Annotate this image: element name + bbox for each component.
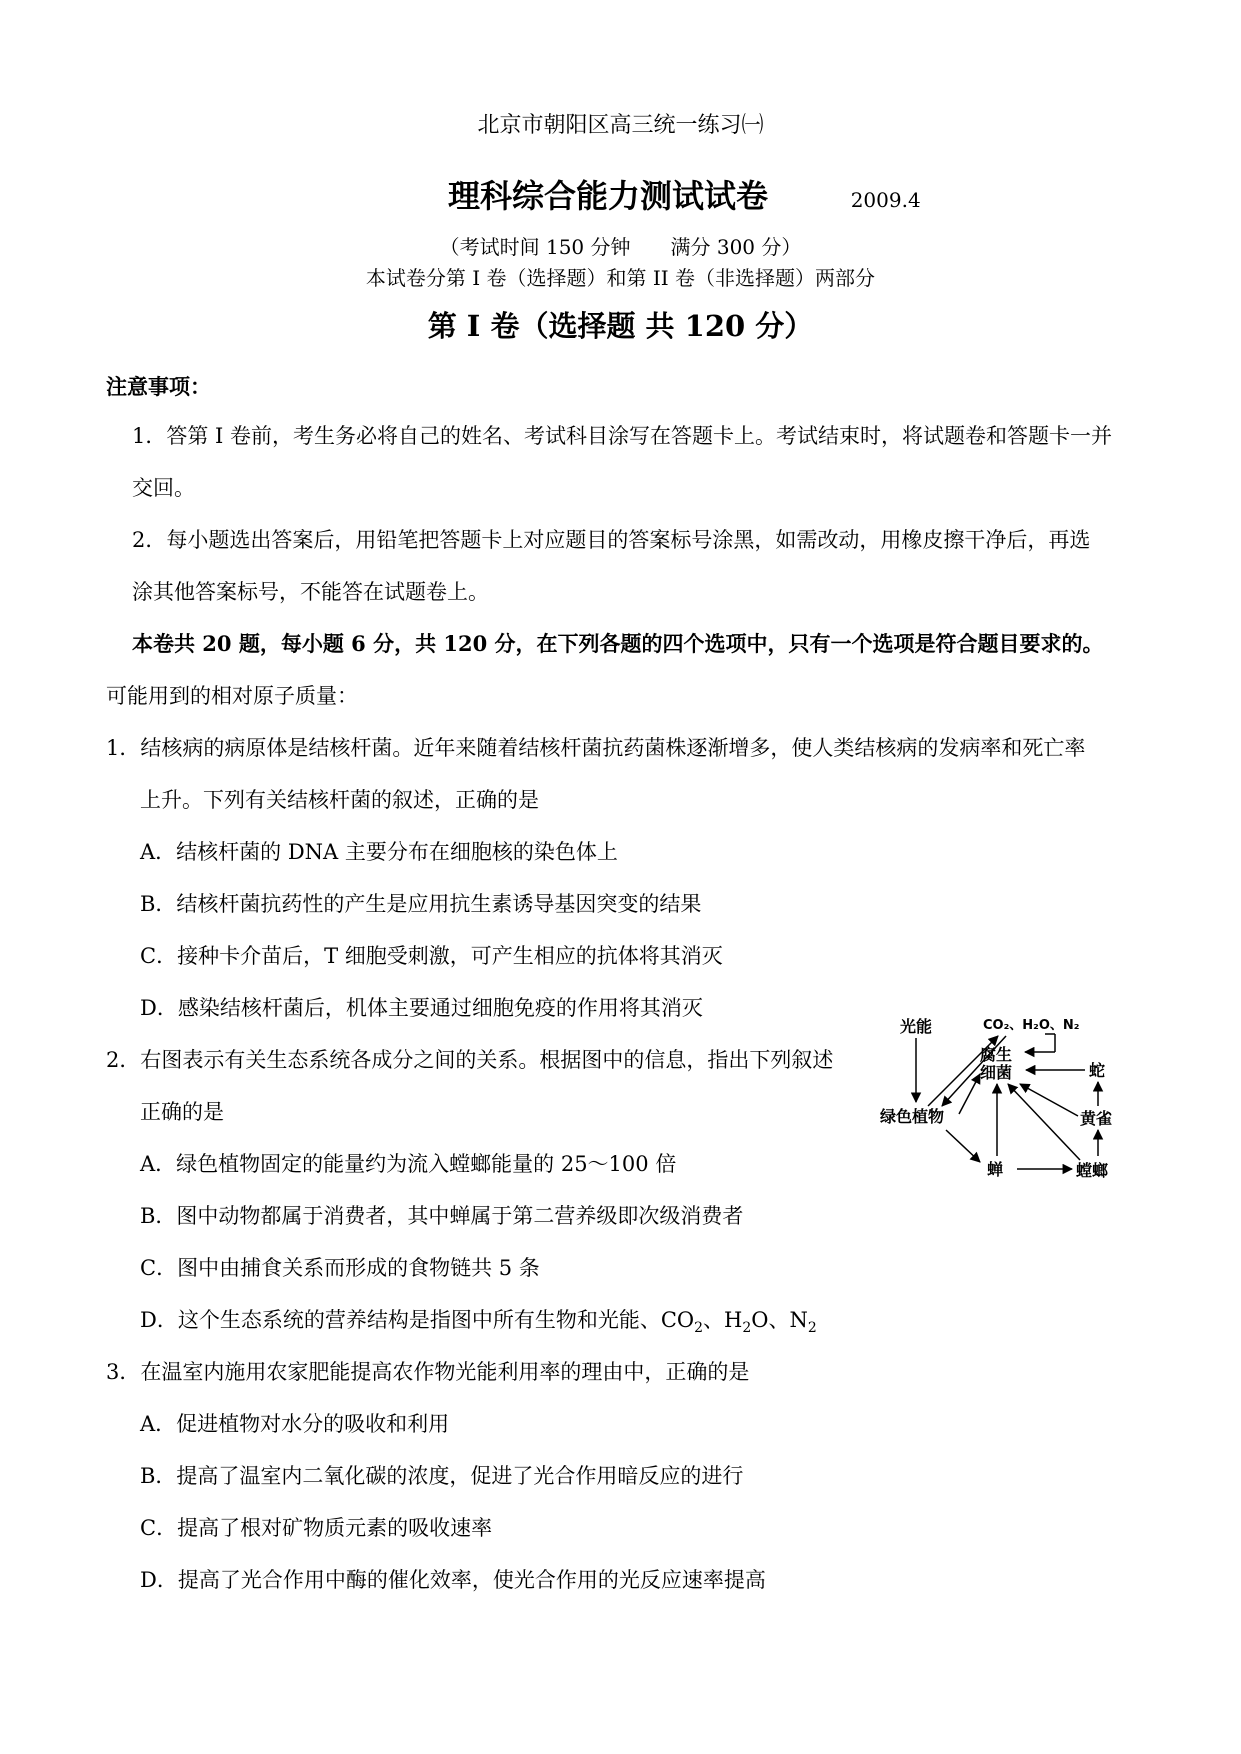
q3-option-d: D．提高了光合作用中酶的催化效率，使光合作用的光反应速率提高 xyxy=(140,1568,766,1592)
arrow-mantis-to-decomposer xyxy=(1008,1084,1080,1160)
arrow-plant-to-cicada xyxy=(946,1130,980,1162)
exam-subtitle: 北京市朝阳区高三统一练习㈠ xyxy=(477,113,764,138)
q1-stem-line-2: 上升。下列有关结核杆菌的叙述，正确的是 xyxy=(140,788,539,812)
node-gases: CO₂、H₂O、N₂ xyxy=(983,1018,1080,1033)
q2-option-d-text-2: 、H xyxy=(703,1308,743,1332)
q2-option-d xyxy=(140,1306,817,1337)
q2-option-d-sub-n2: 2 xyxy=(807,1320,817,1337)
arrow-plant-to-decomposer xyxy=(959,1074,980,1114)
node-mantis: 螳螂 xyxy=(1076,1161,1109,1180)
q2-option-d-sub-h2o: 2 xyxy=(742,1320,752,1337)
exam-date: 2009.4 xyxy=(850,188,921,212)
q3-stem: 3．在温室内施用农家肥能提高农作物光能利用率的理由中，正确的是 xyxy=(106,1360,750,1384)
instructions-summary: 本卷共 20 题，每小题 6 分，共 120 分，在下列各题的四个选项中，只有一个选项是符合题目要求的。 xyxy=(132,631,1104,656)
note-2-line-1: 2．每小题选出答案后，用铅笔把答题卡上对应题目的答案标号涂黑，如需改动，用橡皮擦干净后，再选 xyxy=(132,528,1091,552)
notes-heading: 注意事项： xyxy=(106,374,211,399)
q2-option-a: A．绿色植物固定的能量约为流入螳螂能量的 25～100 倍 xyxy=(140,1152,677,1176)
node-cicada: 蝉 xyxy=(987,1160,1004,1179)
q2-stem-line-1: 2．右图表示有关生态系统各成分之间的关系。根据图中的信息，指出下列叙述 xyxy=(106,1048,834,1072)
q1-option-a: A．结核杆菌的 DNA 主要分布在细胞核的染色体上 xyxy=(140,840,618,864)
q3-option-b: B．提高了温室内二氧化碳的浓度，促进了光合作用暗反应的进行 xyxy=(140,1464,744,1488)
q2-option-d-sub-co2: 2 xyxy=(694,1320,704,1337)
ecosystem-diagram xyxy=(880,1012,1150,1190)
q2-option-b: B．图中动物都属于消费者，其中蝉属于第二营养级即次级消费者 xyxy=(140,1204,744,1228)
note-1-line-1: 1．答第 I 卷前，考生务必将自己的姓名、考试科目涂写在答题卡上。考试结束时，将试题卷和答题卡一并 xyxy=(132,424,1113,448)
q2-option-d-text-1: D．这个生态系统的营养结构是指图中所有生物和光能、CO xyxy=(140,1308,695,1332)
q2-option-c: C．图中由捕食关系而形成的食物链共 5 条 xyxy=(140,1256,540,1280)
node-plant: 绿色植物 xyxy=(880,1107,945,1126)
q2-option-d-text-3: O、N xyxy=(751,1308,808,1332)
q3-option-a: A．促进植物对水分的吸收和利用 xyxy=(140,1412,450,1436)
q1-option-c: C．接种卡介苗后，T 细胞受刺激，可产生相应的抗体将其消灭 xyxy=(140,944,723,968)
node-snake: 蛇 xyxy=(1089,1061,1106,1080)
exam-time-info: （考试时间 150 分钟 满分 300 分） xyxy=(439,235,802,259)
note-2-line-2: 涂其他答案标号，不能答在试题卷上。 xyxy=(132,580,489,604)
node-decomposer-line-2: 细菌 xyxy=(980,1063,1013,1082)
q3-option-c: C．提高了根对矿物质元素的吸收速率 xyxy=(140,1516,493,1540)
node-decomposer-line-1: 腐生 xyxy=(980,1045,1013,1064)
title-block xyxy=(448,177,921,215)
node-light: 光能 xyxy=(900,1017,933,1036)
node-oriole: 黄雀 xyxy=(1080,1109,1113,1128)
section-title: 第 I 卷（选择题 共 120 分） xyxy=(427,309,814,343)
atomic-mass-note: 可能用到的相对原子质量： xyxy=(106,684,358,708)
exam-title: 理科综合能力测试试卷 xyxy=(448,177,769,215)
q1-option-d: D．感染结核杆菌后，机体主要通过细胞免疫的作用将其消灭 xyxy=(140,996,703,1020)
q1-stem-line-1: 1．结核病的病原体是结核杆菌。近年来随着结核杆菌抗药菌株逐渐增多，使人类结核病的发病率和死亡率 xyxy=(106,736,1086,760)
exam-structure: 本试卷分第 I 卷（选择题）和第 II 卷（非选择题）两部分 xyxy=(365,266,876,290)
q1-option-b: B．结核杆菌抗药性的产生是应用抗生素诱导基因突变的结果 xyxy=(140,892,702,916)
arrow-oriole-to-decomposer xyxy=(1020,1084,1078,1116)
q2-stem-line-2: 正确的是 xyxy=(140,1100,224,1124)
note-1-line-2: 交回。 xyxy=(132,476,195,500)
